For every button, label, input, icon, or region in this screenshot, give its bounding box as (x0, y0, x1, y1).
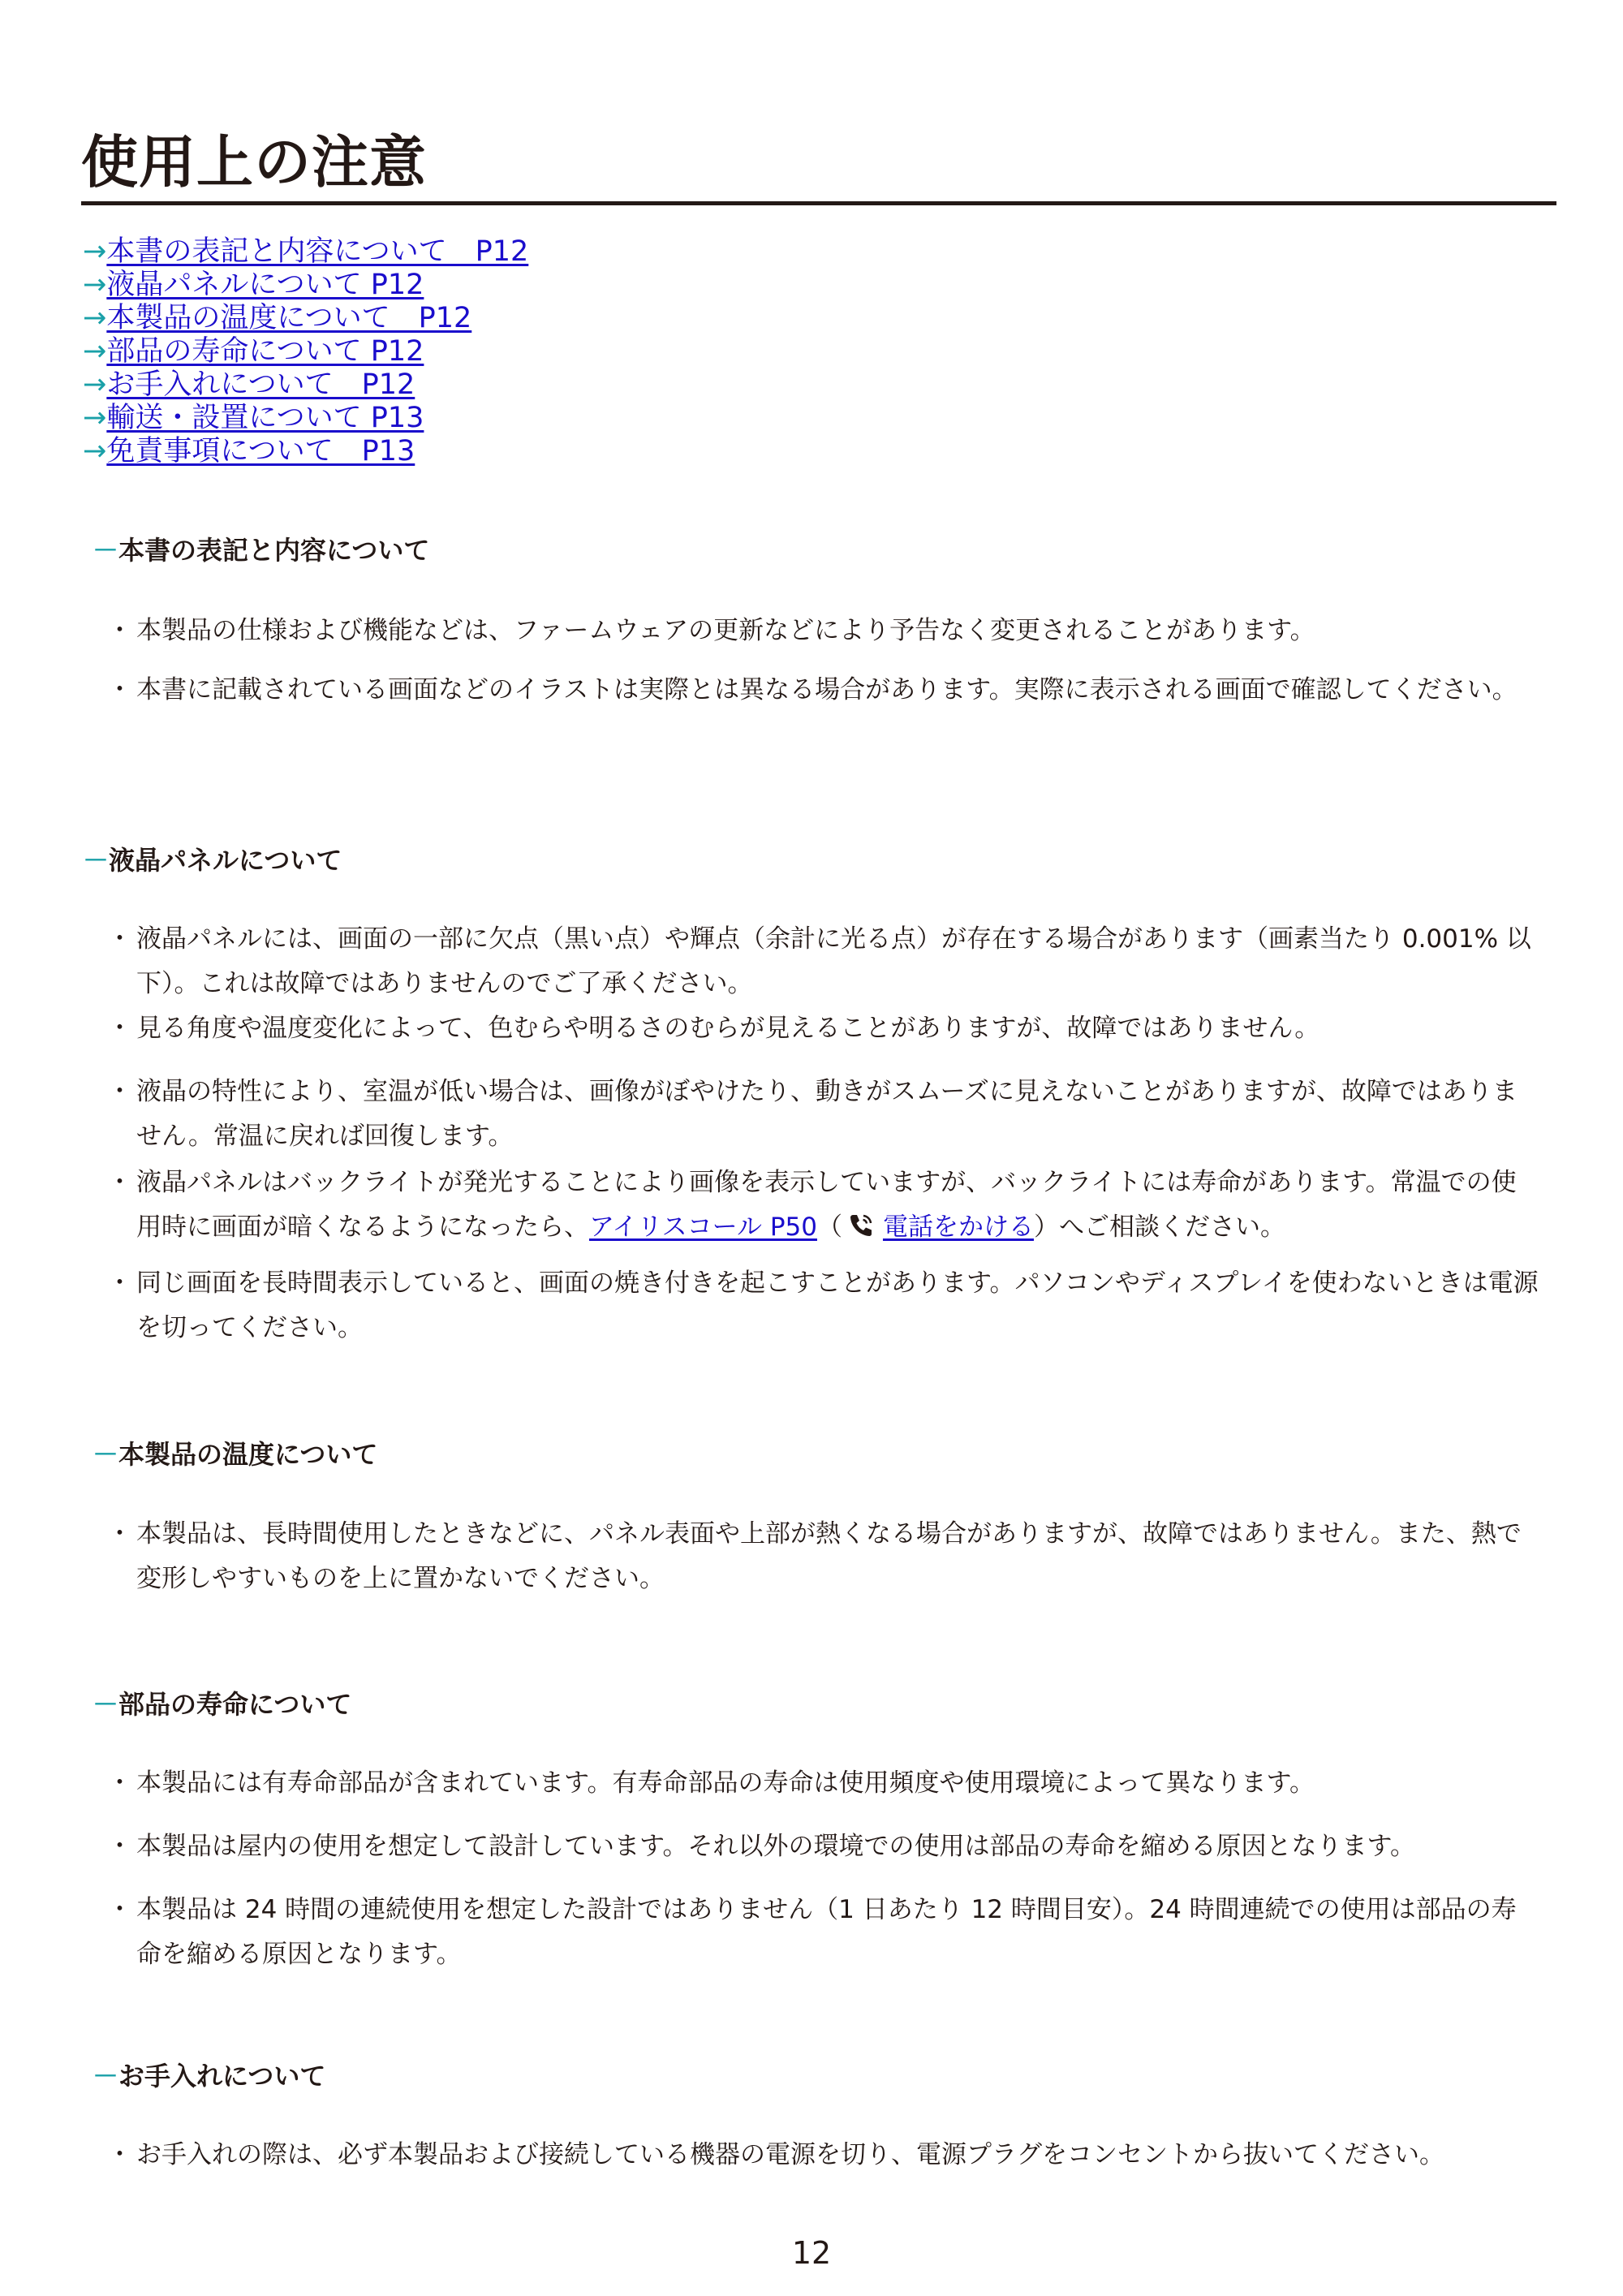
list-item: ・ 本製品には有寿命部品が含まれています。有寿命部品の寿命は使用頻度や使用環境によって異なります。 (107, 1761, 1539, 1806)
toc-link-disclaimer[interactable] (83, 435, 528, 468)
bullet-dot: ・ (107, 1519, 132, 1549)
toc-link-label: 本書の表記と内容について P12 (106, 235, 529, 268)
section-heading-temperature: －本製品の温度について (93, 1439, 378, 1470)
section-dash: － (93, 2061, 119, 2091)
list-item: ・ 本製品は、長時間使用したときなどに、パネル表面や上部が熱くなる場合がありますが、故障ではありません。また、熱で変形しやすいものを上に置かないでください。 (107, 1512, 1539, 1601)
toc-link-label: 輸送・設置について P13 (106, 402, 424, 434)
toc-link-label: 免責事項について P13 (106, 435, 415, 467)
iris-call-link[interactable]: アイリスコール P50 (589, 1213, 817, 1242)
section-dash: － (93, 1439, 119, 1470)
toc-link-temperature[interactable] (83, 302, 528, 335)
table-of-contents (83, 235, 528, 468)
section-heading-notation: －本書の表記と内容について (93, 535, 430, 566)
list-item: ・ 本製品は 24 時間の連続使用を想定した設計ではありません（1 日あたり 12 時間目安）。24 時間連続での使用は部品の寿命を縮める原因となります。 (107, 1888, 1539, 1977)
section-heading-care: －お手入れについて (93, 2061, 326, 2091)
toc-link-label: 本製品の温度について P12 (106, 302, 472, 334)
arrow-icon: → (83, 402, 107, 434)
bullet-dot: ・ (107, 2140, 132, 2169)
bullet-dot: ・ (107, 924, 132, 954)
list-item: ・ お手入れの際は、必ず本製品および接続している機器の電源を切り、電源プラグをコンセントから抜いてください。 (107, 2133, 1539, 2178)
toc-link-care[interactable] (83, 368, 528, 402)
bullet-dot: ・ (107, 1768, 132, 1798)
list-item: ・ 本書に記載されている画面などのイラストは実際とは異なる場合があります。実際に表示される画面で確認してください。 (107, 668, 1539, 713)
arrow-icon: → (83, 335, 107, 368)
page-number: 12 (791, 2235, 832, 2271)
section-dash: － (93, 535, 119, 566)
toc-link-lcd[interactable] (83, 269, 528, 302)
arrow-icon: → (83, 302, 107, 334)
arrow-icon: → (83, 235, 107, 268)
arrow-icon: → (83, 368, 107, 401)
bullet-dot: ・ (107, 1832, 132, 1861)
arrow-icon: → (83, 435, 107, 467)
bullet-dot: ・ (107, 1269, 132, 1298)
toc-link-lifespan[interactable] (83, 335, 528, 368)
phone-call-link[interactable]: 電話をかける (882, 1213, 1034, 1242)
bullet-dot: ・ (107, 675, 132, 704)
arrow-icon: → (83, 269, 107, 301)
toc-link-label: 部品の寿命について P12 (106, 335, 424, 368)
bullet-dot: ・ (107, 1077, 132, 1106)
toc-link-notation[interactable] (83, 235, 528, 269)
list-item-backlight: ・ 液晶パネルはバックライトが発光することにより画像を表示していますが、バックライトには寿命があります。常温での使用時に画面が暗くなるようになったら、アイリスコール P50（ 電話をかける）へご相談ください。 (107, 1161, 1539, 1250)
section-heading-lcd: －液晶パネルについて (83, 845, 342, 876)
bullet-dot: ・ (107, 616, 132, 645)
list-item: ・ 同じ画面を長時間表示していると、画面の焼き付きを起こすことがあります。パソコンやディスプレイを使わないときは電源を切ってください。 (107, 1261, 1539, 1350)
title-divider (81, 201, 1556, 205)
list-item: ・ 本製品は屋内の使用を想定して設計しています。それ以外の環境での使用は部品の寿命を縮める原因となります。 (107, 1824, 1539, 1869)
section-heading-lifespan: －部品の寿命について (93, 1689, 352, 1720)
list-item: ・ 見る角度や温度変化によって、色むらや明るさのむらが見えることがありますが、故障ではありません。 (107, 1006, 1539, 1051)
list-item: ・ 本製品の仕様および機能などは、ファームウェアの更新などにより予告なく変更されることがあります。 (107, 609, 1539, 653)
bullet-dot: ・ (107, 1014, 132, 1043)
bullet-dot: ・ (107, 1168, 132, 1197)
bullet-dot: ・ (107, 1895, 132, 1924)
section-dash: － (83, 845, 110, 876)
toc-link-label: 液晶パネルについて P12 (106, 269, 424, 301)
list-item: ・ 液晶の特性により、室温が低い場合は、画像がぼやけたり、動きがスムーズに見えないことがありますが、故障ではありません。常温に戻れば回復します。 (107, 1070, 1539, 1159)
page-title: 使用上の注意 (81, 129, 427, 196)
toc-link-label: お手入れについて P12 (106, 368, 415, 401)
list-item: ・ 液晶パネルには、画面の一部に欠点（黒い点）や輝点（余計に光る点）が存在する場合があります（画素当たり 0.001% 以下）。これは故障ではありませんのでご了承ください。 (107, 917, 1539, 1006)
section-dash: － (93, 1689, 119, 1720)
toc-link-transport[interactable] (83, 402, 528, 435)
phone-icon (847, 1209, 875, 1237)
